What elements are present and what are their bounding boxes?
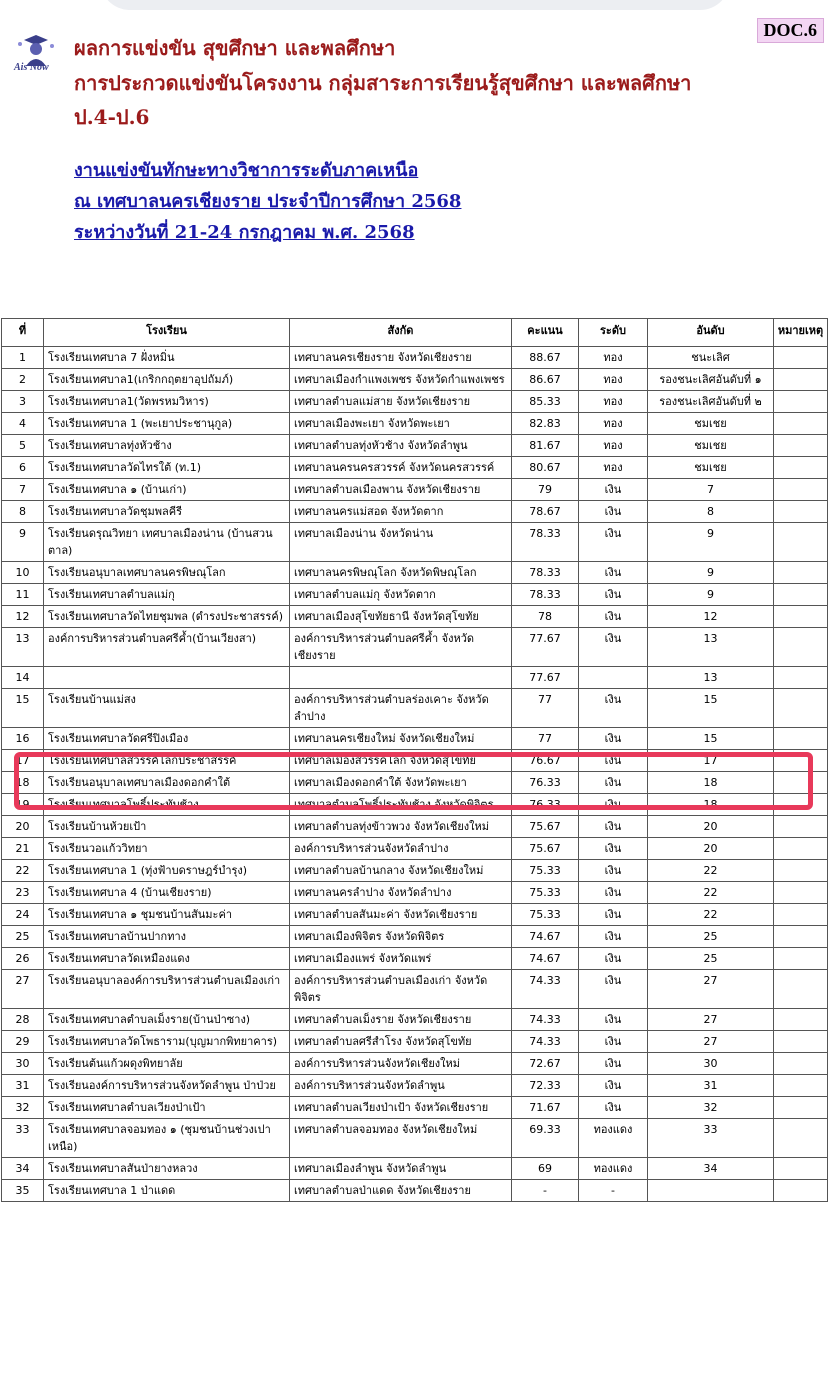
row-affiliation: เทศบาลตำบลเวียงป่าเป้า จังหวัดเชียงราย <box>290 1097 512 1119</box>
row-affiliation: เทศบาลตำบลป่าแดด จังหวัดเชียงราย <box>290 1180 512 1202</box>
row-score: 77 <box>512 728 579 750</box>
row-school: โรงเรียนเทศบาล 4 (บ้านเชียงราย) <box>44 882 290 904</box>
row-level: เงิน <box>579 750 648 772</box>
row-school: โรงเรียนเทศบาลทุ่งหัวช้าง <box>44 435 290 457</box>
row-no: 3 <box>2 391 44 413</box>
row-rank: 7 <box>648 479 774 501</box>
row-no: 31 <box>2 1075 44 1097</box>
row-rank: รองชนะเลิศอันดับที่ ๒ <box>648 391 774 413</box>
table-row <box>2 457 828 479</box>
row-note <box>774 904 828 926</box>
row-school: โรงเรียนบ้านแม่สง <box>44 689 290 728</box>
header-level: ระดับ <box>579 319 648 347</box>
row-no: 7 <box>2 479 44 501</box>
table-row <box>2 1031 828 1053</box>
row-note <box>774 501 828 523</box>
table-row <box>2 1119 828 1158</box>
row-score: 75.67 <box>512 838 579 860</box>
row-affiliation: เทศบาลเมืองแพร่ จังหวัดแพร่ <box>290 948 512 970</box>
table-row <box>2 689 828 728</box>
row-affiliation: เทศบาลเมืองกำแพงเพชร จังหวัดกำแพงเพชร <box>290 369 512 391</box>
row-score: 79 <box>512 479 579 501</box>
row-school: โรงเรียนเทศบาล1(เกริกกฤตยาอุปถัมภ์) <box>44 369 290 391</box>
row-rank: รองชนะเลิศอันดับที่ ๑ <box>648 369 774 391</box>
row-no: 18 <box>2 772 44 794</box>
row-score: 75.33 <box>512 882 579 904</box>
row-affiliation: เทศบาลเมืองพิจิตร จังหวัดพิจิตร <box>290 926 512 948</box>
row-affiliation: องค์การบริหารส่วนตำบลร่องเคาะ จังหวัดลำปาง <box>290 689 512 728</box>
logo-text: Ais Now <box>14 62 49 73</box>
row-no: 15 <box>2 689 44 728</box>
row-score: 76.33 <box>512 794 579 816</box>
top-bar-decoration <box>100 0 730 10</box>
row-school: โรงเรียนเทศบาลตำบลเวียงป่าเป้า <box>44 1097 290 1119</box>
row-rank: 27 <box>648 1009 774 1031</box>
row-no: 23 <box>2 882 44 904</box>
table-row <box>2 413 828 435</box>
row-rank: 18 <box>648 794 774 816</box>
row-level: เงิน <box>579 838 648 860</box>
table-row <box>2 728 828 750</box>
row-score: 75.33 <box>512 860 579 882</box>
row-score: 74.33 <box>512 970 579 1009</box>
row-affiliation: เทศบาลเมืองดอกคำใต้ จังหวัดพะเยา <box>290 772 512 794</box>
row-school: โรงเรียนเทศบาลจอมทอง ๑ (ชุมชนบ้านช่วงเปาเหนือ) <box>44 1119 290 1158</box>
table-row <box>2 584 828 606</box>
row-note <box>774 1180 828 1202</box>
row-affiliation: องค์การบริหารส่วนตำบลเมืองเก่า จังหวัดพิจิตร <box>290 970 512 1009</box>
row-note <box>774 562 828 584</box>
header-affiliation: สังกัด <box>290 319 512 347</box>
row-note <box>774 523 828 562</box>
row-level: - <box>579 1180 648 1202</box>
row-note <box>774 926 828 948</box>
row-level: เงิน <box>579 523 648 562</box>
row-level: เงิน <box>579 904 648 926</box>
row-school: โรงเรียนเทศบาลสวรรค์โลกประชาสรรค์ <box>44 750 290 772</box>
row-school: โรงเรียนเทศบาลวัดชุมพลคีรี <box>44 501 290 523</box>
table-row <box>2 628 828 667</box>
row-level: เงิน <box>579 860 648 882</box>
row-score: 85.33 <box>512 391 579 413</box>
row-rank: 9 <box>648 584 774 606</box>
row-affiliation: เทศบาลเมืองสุโขทัยธานี จังหวัดสุโขทัย <box>290 606 512 628</box>
row-no: 6 <box>2 457 44 479</box>
row-school: โรงเรียนเทศบาลโพธิ์ประทับช้าง <box>44 794 290 816</box>
row-score: 77 <box>512 689 579 728</box>
row-school: โรงเรียนอนุบาลเทศบาลนครพิษณุโลก <box>44 562 290 584</box>
row-level: เงิน <box>579 562 648 584</box>
row-score: 74.67 <box>512 948 579 970</box>
row-school: โรงเรียนอนุบาลเทศบาลเมืองดอกคำใต้ <box>44 772 290 794</box>
row-note <box>774 816 828 838</box>
row-affiliation <box>290 667 512 689</box>
row-score: 88.67 <box>512 347 579 369</box>
header-no: ที่ <box>2 319 44 347</box>
row-rank: 31 <box>648 1075 774 1097</box>
row-rank <box>648 1180 774 1202</box>
table-row <box>2 1009 828 1031</box>
row-affiliation: องค์การบริหารส่วนจังหวัดลำปาง <box>290 838 512 860</box>
row-level: เงิน <box>579 948 648 970</box>
row-level: ทอง <box>579 435 648 457</box>
row-rank: 25 <box>648 948 774 970</box>
row-no: 16 <box>2 728 44 750</box>
row-no: 10 <box>2 562 44 584</box>
row-level: เงิน <box>579 794 648 816</box>
row-affiliation: เทศบาลตำบลโพธิ์ประทับช้าง จังหวัดพิจิตร <box>290 794 512 816</box>
row-rank: 22 <box>648 860 774 882</box>
row-level: เงิน <box>579 479 648 501</box>
row-affiliation: เทศบาลนครเชียงราย จังหวัดเชียงราย <box>290 347 512 369</box>
row-level: เงิน <box>579 882 648 904</box>
table-row <box>2 606 828 628</box>
subtitle-link-2[interactable]: ณ เทศบาลนครเชียงราย ประจำปีการศึกษา 2568 <box>74 191 462 212</box>
row-level <box>579 667 648 689</box>
row-note <box>774 1009 828 1031</box>
row-affiliation: เทศบาลนครลำปาง จังหวัดลำปาง <box>290 882 512 904</box>
table-row <box>2 369 828 391</box>
table-row <box>2 750 828 772</box>
row-level: ทองแดง <box>579 1119 648 1158</box>
row-score: 77.67 <box>512 628 579 667</box>
row-affiliation: เทศบาลตำบลเมืองพาน จังหวัดเชียงราย <box>290 479 512 501</box>
row-note <box>774 413 828 435</box>
row-note <box>774 689 828 728</box>
row-note <box>774 1119 828 1158</box>
row-affiliation: เทศบาลเมืองสวรรคโลก จังหวัดสุโขทัย <box>290 750 512 772</box>
row-affiliation: เทศบาลตำบลทุ่งหัวช้าง จังหวัดลำพูน <box>290 435 512 457</box>
row-no: 30 <box>2 1053 44 1075</box>
row-affiliation: เทศบาลเมืองพะเยา จังหวัดพะเยา <box>290 413 512 435</box>
row-rank: 15 <box>648 689 774 728</box>
row-note <box>774 369 828 391</box>
row-no: 11 <box>2 584 44 606</box>
row-level: เงิน <box>579 584 648 606</box>
row-rank: 8 <box>648 501 774 523</box>
row-rank: 20 <box>648 838 774 860</box>
row-level: เงิน <box>579 970 648 1009</box>
row-no: 2 <box>2 369 44 391</box>
row-affiliation: เทศบาลตำบลบ้านกลาง จังหวัดเชียงใหม่ <box>290 860 512 882</box>
row-affiliation: เทศบาลตำบลจอมทอง จังหวัดเชียงใหม่ <box>290 1119 512 1158</box>
table-row <box>2 1180 828 1202</box>
row-no: 5 <box>2 435 44 457</box>
row-score: 78.33 <box>512 562 579 584</box>
row-no: 20 <box>2 816 44 838</box>
row-affiliation: เทศบาลนครนครสวรรค์ จังหวัดนครสวรรค์ <box>290 457 512 479</box>
row-level: เงิน <box>579 1075 648 1097</box>
row-affiliation: เทศบาลเมืองลำพูน จังหวัดลำพูน <box>290 1158 512 1180</box>
table-row <box>2 772 828 794</box>
row-no: 34 <box>2 1158 44 1180</box>
graduate-logo-icon <box>6 32 68 74</box>
row-no: 9 <box>2 523 44 562</box>
row-note <box>774 667 828 689</box>
row-school: โรงเรียนเทศบาล 1 (ทุ่งฟ้าบดราษฎร์บำรุง) <box>44 860 290 882</box>
row-school: โรงเรียนเทศบาลวัดโพธาราม(บุญมากพิทยาคาร) <box>44 1031 290 1053</box>
row-school: โรงเรียนเทศบาลตำบลเม็งราย(บ้านป่าซาง) <box>44 1009 290 1031</box>
row-no: 4 <box>2 413 44 435</box>
row-level: ทอง <box>579 413 648 435</box>
row-score: 69 <box>512 1158 579 1180</box>
row-no: 21 <box>2 838 44 860</box>
row-note <box>774 948 828 970</box>
row-affiliation: เทศบาลตำบลแม่กุ จังหวัดตาก <box>290 584 512 606</box>
row-school: โรงเรียนเทศบาล ๑ ชุมชนบ้านสันมะค่า <box>44 904 290 926</box>
table-row <box>2 970 828 1009</box>
row-score: 77.67 <box>512 667 579 689</box>
table-row <box>2 948 828 970</box>
row-score: 78.33 <box>512 584 579 606</box>
row-rank: 9 <box>648 523 774 562</box>
row-affiliation: องค์การบริหารส่วนจังหวัดลำพูน <box>290 1075 512 1097</box>
row-score: 72.33 <box>512 1075 579 1097</box>
row-no: 17 <box>2 750 44 772</box>
row-level: เงิน <box>579 501 648 523</box>
row-rank: 30 <box>648 1053 774 1075</box>
row-rank: 33 <box>648 1119 774 1158</box>
row-school <box>44 667 290 689</box>
table-row <box>2 1053 828 1075</box>
row-rank: 25 <box>648 926 774 948</box>
row-rank: 9 <box>648 562 774 584</box>
row-affiliation: เทศบาลตำบลสันมะค่า จังหวัดเชียงราย <box>290 904 512 926</box>
row-score: 76.33 <box>512 772 579 794</box>
row-note <box>774 584 828 606</box>
row-level: เงิน <box>579 728 648 750</box>
row-note <box>774 1053 828 1075</box>
row-note <box>774 1097 828 1119</box>
table-row <box>2 1075 828 1097</box>
row-affiliation: เทศบาลตำบลศรีสำโรง จังหวัดสุโขทัย <box>290 1031 512 1053</box>
row-note <box>774 772 828 794</box>
row-school: โรงเรียนเทศบาลตำบลแม่กุ <box>44 584 290 606</box>
row-score: 74.67 <box>512 926 579 948</box>
row-school: โรงเรียนเทศบาลวัดไทยชุมพล (ดำรงประชาสรรค์) <box>44 606 290 628</box>
row-note <box>774 606 828 628</box>
row-note <box>774 728 828 750</box>
row-affiliation: เทศบาลนครพิษณุโลก จังหวัดพิษณุโลก <box>290 562 512 584</box>
row-score: 78.67 <box>512 501 579 523</box>
row-no: 13 <box>2 628 44 667</box>
table-row <box>2 479 828 501</box>
row-rank: ชมเชย <box>648 457 774 479</box>
table-row <box>2 860 828 882</box>
row-rank: ชมเชย <box>648 435 774 457</box>
row-school: โรงเรียนวอแก้ววิทยา <box>44 838 290 860</box>
row-affiliation: องค์การบริหารส่วนจังหวัดเชียงใหม่ <box>290 1053 512 1075</box>
row-no: 27 <box>2 970 44 1009</box>
row-affiliation: เทศบาลตำบลแม่สาย จังหวัดเชียงราย <box>290 391 512 413</box>
row-score: 75.67 <box>512 816 579 838</box>
row-school: โรงเรียนเทศบาล1(วัดพรหมวิหาร) <box>44 391 290 413</box>
row-rank: ชนะเลิศ <box>648 347 774 369</box>
row-score: 78 <box>512 606 579 628</box>
row-score: 74.33 <box>512 1009 579 1031</box>
row-note <box>774 479 828 501</box>
row-score: 75.33 <box>512 904 579 926</box>
row-school: โรงเรียนเทศบาล ๑ (บ้านเก่า) <box>44 479 290 501</box>
row-no: 25 <box>2 926 44 948</box>
row-level: เงิน <box>579 816 648 838</box>
row-school: โรงเรียนเทศบาล 1 (พะเยาประชานุกูล) <box>44 413 290 435</box>
row-school: โรงเรียนเทศบาลบ้านปากทาง <box>44 926 290 948</box>
row-level: เงิน <box>579 1053 648 1075</box>
row-score: 72.67 <box>512 1053 579 1075</box>
row-no: 14 <box>2 667 44 689</box>
row-score: 69.33 <box>512 1119 579 1158</box>
row-no: 26 <box>2 948 44 970</box>
main-title-line1: ผลการแข่งขัน สุขศึกษา และพลศึกษา <box>74 36 396 60</box>
table-row <box>2 391 828 413</box>
doc-tag-badge: DOC.6 <box>757 18 825 43</box>
row-school: โรงเรียนเทศบาลวัดเหมืองแดง <box>44 948 290 970</box>
row-no: 1 <box>2 347 44 369</box>
row-school: โรงเรียนต้นแก้วผดุงพิทยาลัย <box>44 1053 290 1075</box>
table-row <box>2 501 828 523</box>
header-score: คะแนน <box>512 319 579 347</box>
row-no: 12 <box>2 606 44 628</box>
row-note <box>774 882 828 904</box>
row-level: ทอง <box>579 391 648 413</box>
row-score: 74.33 <box>512 1031 579 1053</box>
row-level: เงิน <box>579 1031 648 1053</box>
table-row <box>2 562 828 584</box>
row-note <box>774 1158 828 1180</box>
row-rank: 18 <box>648 772 774 794</box>
row-affiliation: องค์การบริหารส่วนตำบลศรีค้ำ จังหวัดเชียงราย <box>290 628 512 667</box>
row-score: - <box>512 1180 579 1202</box>
row-school: โรงเรียนดรุณวิทยา เทศบาลเมืองน่าน (บ้านสวนตาล) <box>44 523 290 562</box>
row-rank: 17 <box>648 750 774 772</box>
table-row <box>2 904 828 926</box>
row-note <box>774 750 828 772</box>
row-school: โรงเรียนองค์การบริหารส่วนจังหวัดลำพูน ป่าป่วย <box>44 1075 290 1097</box>
row-rank: 22 <box>648 882 774 904</box>
row-level: เงิน <box>579 926 648 948</box>
row-note <box>774 457 828 479</box>
row-score: 76.67 <box>512 750 579 772</box>
row-school: โรงเรียนบ้านห้วยเป้า <box>44 816 290 838</box>
row-rank: 32 <box>648 1097 774 1119</box>
row-affiliation: เทศบาลตำบลทุ่งข้าวพวง จังหวัดเชียงใหม่ <box>290 816 512 838</box>
table-row <box>2 926 828 948</box>
row-level: เงิน <box>579 628 648 667</box>
main-title-line3: ป.4-ป.6 <box>74 105 150 129</box>
row-note <box>774 1031 828 1053</box>
row-note <box>774 838 828 860</box>
row-level: เงิน <box>579 1097 648 1119</box>
table-row <box>2 794 828 816</box>
row-school: โรงเรียนเทศบาล 1 ป่าแดด <box>44 1180 290 1202</box>
header-rank: อันดับ <box>648 319 774 347</box>
row-no: 35 <box>2 1180 44 1202</box>
row-note <box>774 794 828 816</box>
row-no: 33 <box>2 1119 44 1158</box>
row-no: 8 <box>2 501 44 523</box>
header-school: โรงเรียน <box>44 319 290 347</box>
row-rank: 22 <box>648 904 774 926</box>
row-no: 32 <box>2 1097 44 1119</box>
row-note <box>774 628 828 667</box>
row-school: โรงเรียนอนุบาลองค์การบริหารส่วนตำบลเมืองเก่า <box>44 970 290 1009</box>
row-level: ทองแดง <box>579 1158 648 1180</box>
row-note <box>774 860 828 882</box>
row-rank: 20 <box>648 816 774 838</box>
table-row <box>2 816 828 838</box>
row-level: ทอง <box>579 347 648 369</box>
row-level: เงิน <box>579 772 648 794</box>
row-rank: 15 <box>648 728 774 750</box>
row-no: 22 <box>2 860 44 882</box>
table-row <box>2 1097 828 1119</box>
table-row <box>2 523 828 562</box>
row-no: 28 <box>2 1009 44 1031</box>
subtitle-link-3[interactable]: ระหว่างวันที่ 21-24 กรกฎาคม พ.ศ. 2568 <box>74 222 415 243</box>
row-no: 24 <box>2 904 44 926</box>
row-no: 29 <box>2 1031 44 1053</box>
results-table <box>1 318 828 1202</box>
row-rank: ชมเชย <box>648 413 774 435</box>
row-school: โรงเรียนเทศบาลสันป่ายางหลวง <box>44 1158 290 1180</box>
row-school: โรงเรียนเทศบาล 7 ฝั่งหมิ่น <box>44 347 290 369</box>
row-affiliation: เทศบาลนครแม่สอด จังหวัดตาก <box>290 501 512 523</box>
subtitle-link-1[interactable]: งานแข่งขันทักษะทางวิชาการระดับภาคเหนือ <box>74 160 419 181</box>
row-score: 82.83 <box>512 413 579 435</box>
row-level: ทอง <box>579 457 648 479</box>
row-rank: 27 <box>648 970 774 1009</box>
row-affiliation: เทศบาลเมืองน่าน จังหวัดน่าน <box>290 523 512 562</box>
row-score: 86.67 <box>512 369 579 391</box>
table-row <box>2 347 828 369</box>
row-level: เงิน <box>579 1009 648 1031</box>
row-level: ทอง <box>579 369 648 391</box>
row-affiliation: เทศบาลตำบลเม็งราย จังหวัดเชียงราย <box>290 1009 512 1031</box>
table-row <box>2 882 828 904</box>
table-header-row <box>2 319 828 347</box>
table-row <box>2 435 828 457</box>
row-rank: 34 <box>648 1158 774 1180</box>
row-level: เงิน <box>579 689 648 728</box>
row-no: 19 <box>2 794 44 816</box>
table-row <box>2 667 828 689</box>
row-score: 78.33 <box>512 523 579 562</box>
table-row <box>2 1158 828 1180</box>
row-level: เงิน <box>579 606 648 628</box>
row-note <box>774 970 828 1009</box>
row-school: องค์การบริหารส่วนตำบลศรีค้ำ(บ้านเวียงสา) <box>44 628 290 667</box>
main-title-line2: การประกวดแข่งขันโครงงาน กลุ่มสาระการเรียนรู้สุขศึกษา และพลศึกษา <box>74 71 692 95</box>
row-school: โรงเรียนเทศบาลวัดศรีปิงเมือง <box>44 728 290 750</box>
row-school: โรงเรียนเทศบาลวัดไทรใต้ (ท.1) <box>44 457 290 479</box>
row-score: 80.67 <box>512 457 579 479</box>
row-score: 81.67 <box>512 435 579 457</box>
row-note <box>774 347 828 369</box>
table-row <box>2 838 828 860</box>
row-rank: 12 <box>648 606 774 628</box>
row-note <box>774 435 828 457</box>
row-note <box>774 391 828 413</box>
header-note: หมายเหตุ <box>774 319 828 347</box>
row-rank: 27 <box>648 1031 774 1053</box>
row-rank: 13 <box>648 628 774 667</box>
row-rank: 13 <box>648 667 774 689</box>
row-affiliation: เทศบาลนครเชียงใหม่ จังหวัดเชียงใหม่ <box>290 728 512 750</box>
row-score: 71.67 <box>512 1097 579 1119</box>
row-note <box>774 1075 828 1097</box>
